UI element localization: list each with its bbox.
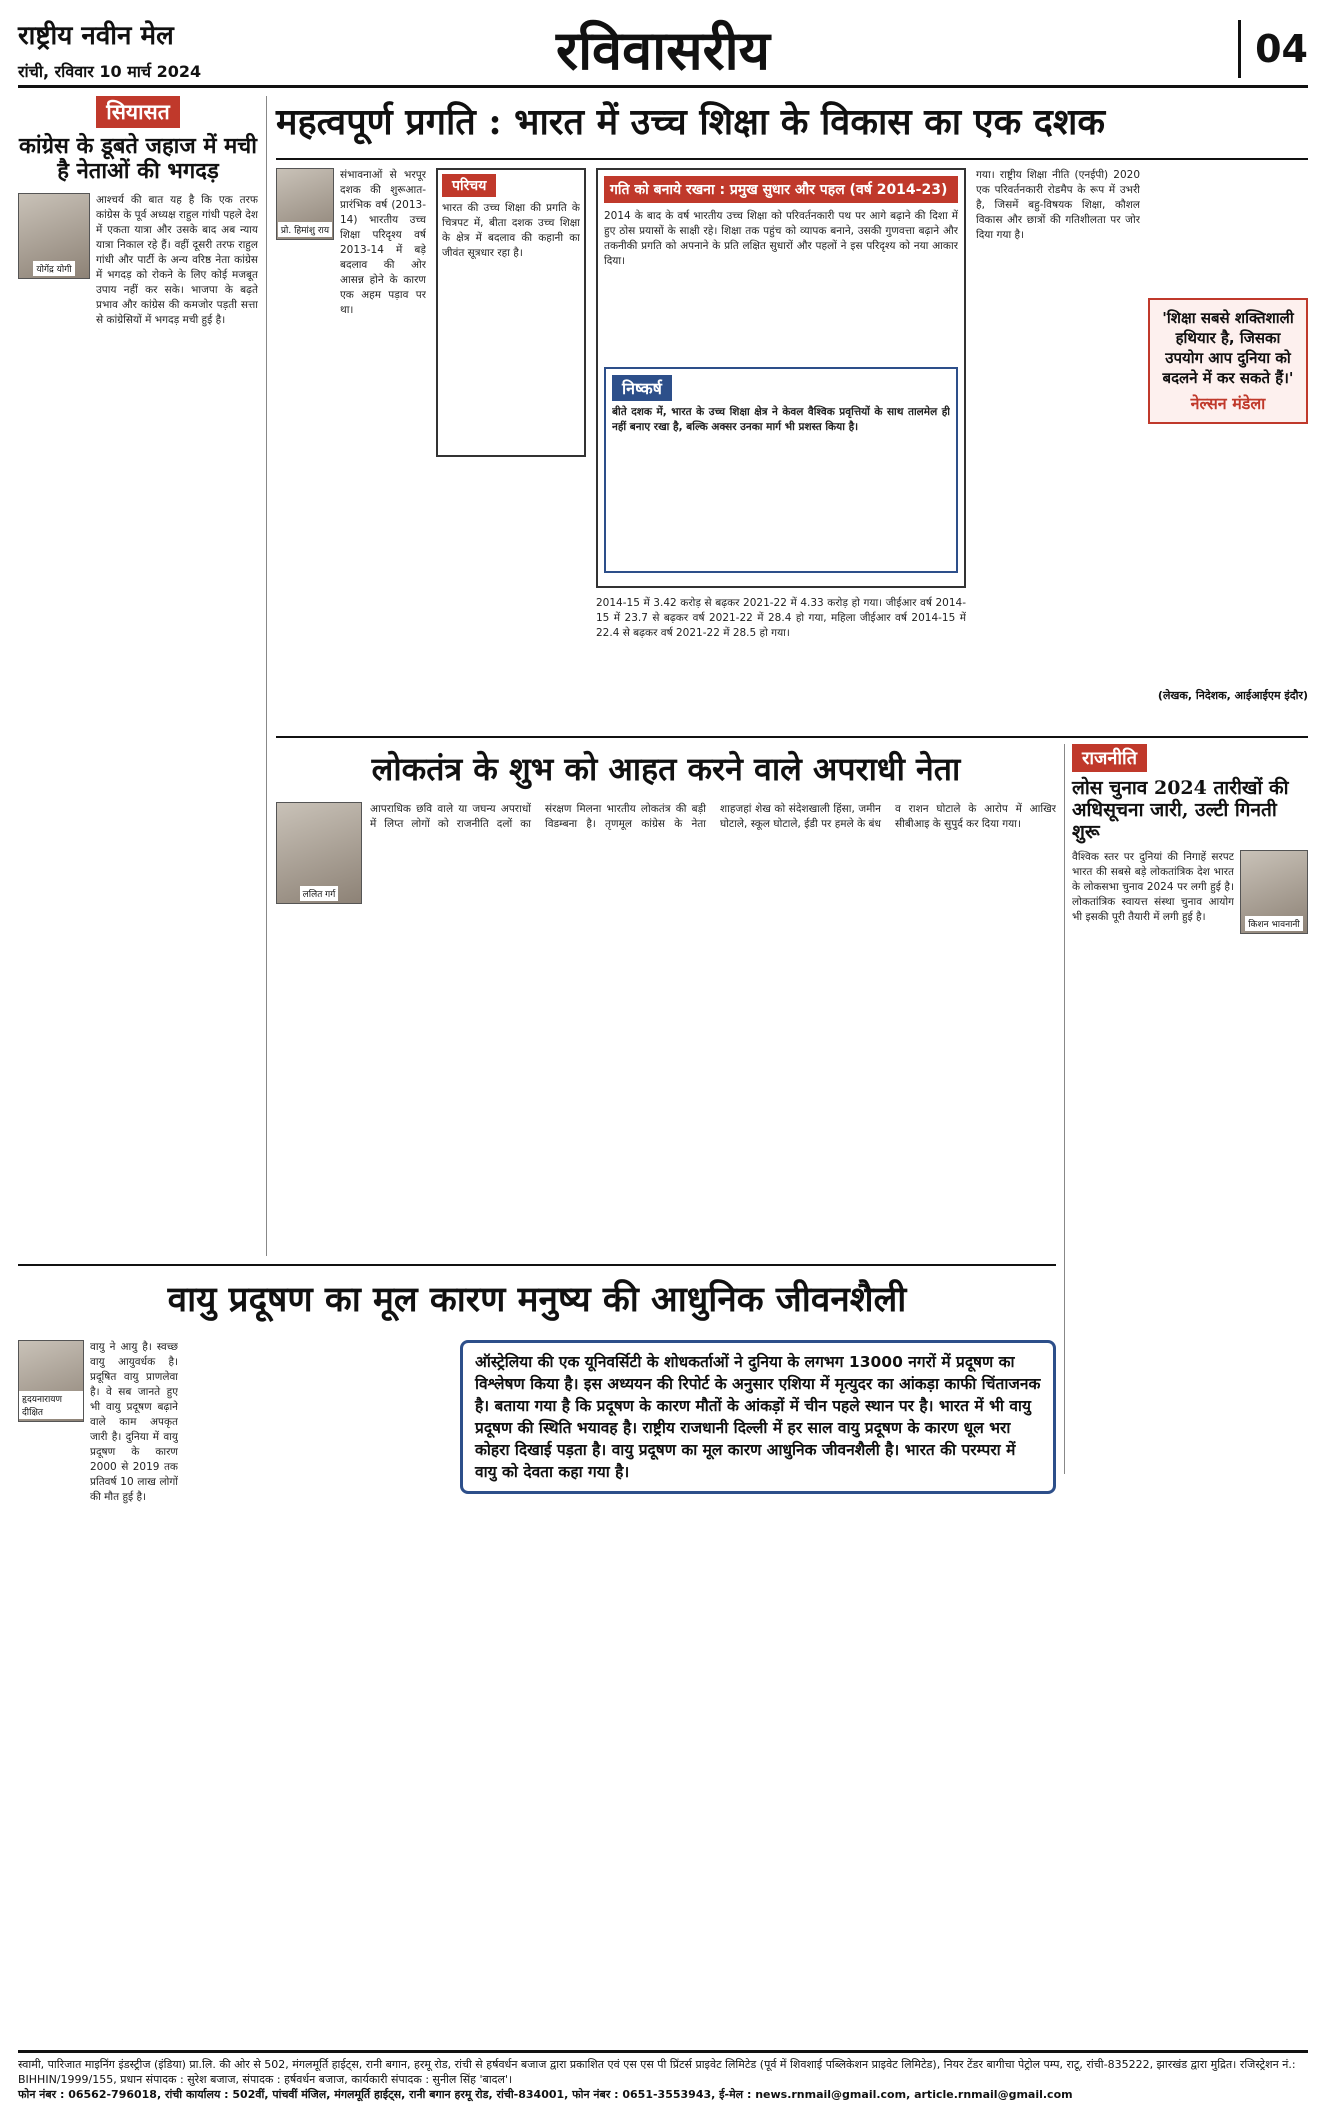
parichay-label: परिचय: [442, 174, 496, 197]
pull-quote: [1148, 298, 1308, 424]
article-body-congress: आश्चर्य की बात यह है कि एक तरफ कांग्रेस के पूर्व अध्यक्ष राहुल गांधी पहले देश में एकता यात्रा और उसके बाद अब न्याय यात्रा निकाल रहे हैं। वहीं दूसरी तरफ राहुल गांधी और पार्टी के अन्य वरिष्ठ नेता कांग्रेस में भगदड़ को रोकने के लिए कोई मजबूत उपाय नहीं कर सके। भाजपा के बढ़ते प्रभाव और कांग्रेस की कमजोर पड़ती सत्ता से कांग्रेसियों में भगदड़ मची हुई है।: [96, 193, 258, 326]
headline-crime-wrap: [276, 744, 1056, 796]
author-photo: [276, 168, 334, 240]
nishkarsh-label: निष्कर्ष: [612, 375, 672, 401]
education-signoff: (लेखक, निदेशक, आईआईएम इंदौर): [1157, 689, 1308, 702]
column-divider: [1064, 744, 1065, 1474]
education-stats-text: 2014-15 में 3.42 करोड़ से बढ़कर 2021-22 में 4.33 करोड़ हो गया। जीईआर वर्ष 2014-15 में 23.7 से बढ़कर वर्ष 2021-22 में 28.4 हो गया, महिला जीईआर वर्ष 2014-15 में 22.4 से बढ़कर वर्ष 2021-22 में 28.5 हो गया।: [596, 597, 966, 639]
author-photo: [18, 1340, 84, 1422]
education-col-a: [276, 168, 426, 728]
education-col-b: [436, 168, 586, 728]
education-col-right: [976, 168, 1308, 728]
section-kicker-rajneeti: राजनीति: [1072, 744, 1147, 772]
pollution-col-b-text: [188, 1340, 452, 2030]
masthead: [18, 14, 1308, 88]
section-rule: [276, 736, 1308, 738]
headline-congress: कांग्रेस के डूबते जहाज में मची है नेताओं की भगदड़: [19, 133, 257, 185]
imprint-footer: [18, 2050, 1308, 2120]
imprint-line-1: स्वामी, पारिजात माइनिंग इंडस्ट्रीज (इंडिया) प्रा.लि. की ओर से 502, मंगलमूर्ति हाईट्स, रानी बगान, हरमू रोड, रांची से हर्षवर्धन बजाज द्वारा प्रकाशित एवं एस एस पी प्रिंटर्स प्राइवेट लिमिटेड (पूर्व में शिवशाई पब्लिकेशन प्राइवेट लिमिटेड), नियर टेंडर बागीचा पेट्रोल पम्प, राटू, रांची-835222, झारखंड द्वारा मुद्रित। रजिस्ट्रेशन नं.: BIHHIN/1999/155, प्रधान संपादक : सुरेश बजाज, संपादक : हर्षवर्धन बजाज, कार्यकारी संपादक : सुनील सिंह 'बादल'।: [18, 2058, 1296, 2086]
article-election: [1072, 744, 1308, 1474]
pollution-highlight: ऑस्ट्रेलिया की एक यूनिवर्सिटी के शोधकर्ताओं ने दुनिया के लगभग 13000 नगरों में प्रदूषण का विश्लेषण किया है। इस अध्ययन की रिपोर्ट के अनुसार एशिया में मृत्युदर का आंकड़ा काफी चिंताजनक है। बताया गया है कि प्रदूषण के कारण मौतों के आंकड़ों में चीन पहले स्थान पर है। भारत में भी वायु प्रदूषण की स्थिति भयावह है। राष्ट्रीय राजधानी दिल्ली में हर साल वायु प्रदूषण के कारण धूल भरा कोहरा दिखाई पड़ता है। वायु प्रदूषण का मूल कारण आधुनिक जीवनशैली है। भारत की परम्परा में वायु को देवता कहा गया है।: [460, 1340, 1056, 1494]
headline-election: लोस चुनाव 2024 तारीखों की अधिसूचना जारी, उल्टी गिनती शुरू: [1072, 777, 1289, 843]
headline-crime: लोकतंत्र के शुभ को आहत करने वाले अपराधी नेता: [371, 750, 961, 788]
pull-quote-text: 'शिक्षा सबसे शक्तिशाली हथियार है, जिसका उपयोग आप दुनिया को बदलने में कर सकते हैं।': [1162, 309, 1294, 387]
section-title: रविवासरीय: [555, 18, 770, 82]
headline-pollution: वायु प्रदूषण का मूल कारण मनुष्य की आधुनिक जीवनशैली: [167, 1279, 907, 1320]
author-name: प्रो. हिमांशु राय: [278, 222, 332, 237]
headline-education-wrap: [276, 96, 1308, 156]
nishkarsh-text: बीते दशक में, भारत के उच्च शिक्षा क्षेत्र ने केवल वैश्विक प्रवृत्तियों के साथ तालमेल ही नहीं बनाए रखा है, बल्कि अक्सर उनका मार्ग भी प्रशस्त किया है।: [612, 406, 950, 433]
article-crime: [276, 802, 1056, 1202]
reforms-box-text: 2014 के बाद के वर्ष भारतीय उच्च शिक्षा को परिवर्तनकारी पथ पर आगे बढ़ाने की दिशा में हुए ठोस प्रयासों के साक्षी रहे। शिक्षा तक पहुंच को व्यापक बनाने, उसकी गुणवत्ता बढ़ाने और तकनीकी प्रगति को अपनाने के प्रति लक्षित सुधारों और पहलों ने इस परिदृश्य को नया आकार दिया।: [604, 210, 958, 267]
article-congress: [18, 96, 258, 1256]
headline-rule: [276, 158, 1308, 160]
author-name: ललित गर्ग: [300, 886, 339, 901]
author-name: योगेंद्र योगी: [33, 261, 74, 276]
page-number: 04: [1238, 20, 1308, 78]
column-divider: [266, 96, 267, 1256]
education-stats: [596, 596, 966, 728]
author-name: किशन भावनानी: [1245, 916, 1303, 931]
author-photo: [276, 802, 362, 904]
article-body-pollution: वायु ने आयु है। स्वच्छ वायु आयुवर्धक है। प्रदूषित वायु प्राणलेवा है। वे सब जानते हुए भी वायु प्रदूषण बढ़ाने वाले काम अपकृत जारी है। दुनिया में वायु प्रदूषण के कारण 2000 से 2019 तक प्रतिवर्ष 10 लाख लोगों की मौत हुई है।: [90, 1341, 178, 1503]
education-right-text: गया। राष्ट्रीय शिक्षा नीति (एनईपी) 2020 एक परिवर्तनकारी रोडमैप के रूप में उभरी है, जिसमें बहु-विषयक शिक्षा, कौशल विकास और छात्रों की गतिशीलता पर जोर दिया गया है।: [976, 169, 1140, 241]
author-name: हृदयनारायण दीक्षित: [19, 1391, 83, 1419]
article-body-election: वैश्विक स्तर पर दुनियां की निगाहें सरपट भारत की सबसे बड़े लोकतांत्रिक देश भारत के लोकसभा चुनाव 2024 पर लगी हुई है। लोकतांत्रिक स्वायत्त संस्था चुनाव आयोग भी इसकी पूरी तैयारी में लगी हुई है।: [1072, 850, 1234, 923]
reforms-box-title: गति को बनाये रखना : प्रमुख सुधार और पहल (वर्ष 2014-23): [604, 176, 958, 203]
author-photo: [18, 193, 90, 279]
headline-education: महत्वपूर्ण प्रगति : भारत में उच्च शिक्षा के विकास का एक दशक: [276, 101, 1105, 143]
pull-quote-author: नेल्सन मंडेला: [1190, 394, 1266, 413]
education-intro: संभावनाओं से भरपूर दशक की शुरूआत- प्रारंभिक वर्ष (2013-14) भारतीय उच्च शिक्षा परिदृश्य वर्ष 2013-14 में बड़े बदलाव की ओर आसन्न होने के कारण एक अहम पड़ाव पर था।: [340, 169, 426, 316]
pollution-col-a: [18, 1340, 178, 2040]
section-rule: [18, 1264, 1056, 1266]
dateline: रांची, रविवार 10 मार्च 2024: [18, 62, 202, 81]
newspaper-brand: राष्ट्रीय नवीन मेल: [18, 21, 174, 51]
section-kicker-siyasat: सियासत: [96, 96, 179, 128]
headline-pollution-wrap: [18, 1270, 1056, 1332]
article-body-crime: आपराधिक छवि वाले या जघन्य अपराधों में लिप्त लोगों को राजनीति दलों का संरक्षण मिलना भारतीय लोकतंत्र की बड़ी विडम्बना है। तृणमूल कांग्रेस के नेता शाहजहां शेख को संदेशखाली हिंसा, जमीन घोटाले, स्कूल घोटाले, ईडी पर हमले के बंध व राशन घोटाले के आरोप में आखिर सीबीआइ के सुपुर्द कर दिया गया।: [370, 803, 1056, 830]
imprint-line-2: फोन नंबर : 06562-796018, रांची कार्यालय : 502वीं, पांचवीं मंजिल, मंगलमूर्ति हाईट्स, रानी बगान हरमू रोड, रांची-834001, फोन नंबर : 0651-3553943, ई-मेल : news.rnmail@gmail.com, article.rnmail@gmail.com: [18, 2088, 1073, 2101]
pollution-col-b: [188, 1340, 452, 2040]
pollution-highlight-box: [460, 1340, 1056, 1510]
author-photo: [1240, 850, 1308, 934]
parichay-text: भारत की उच्च शिक्षा की प्रगति के चित्रपट में, बीता दशक उच्च शिक्षा के क्षेत्र में बदलाव की कहानी का जीवंत सूत्रधार रहा है।: [442, 202, 580, 259]
reforms-box: [596, 168, 966, 588]
